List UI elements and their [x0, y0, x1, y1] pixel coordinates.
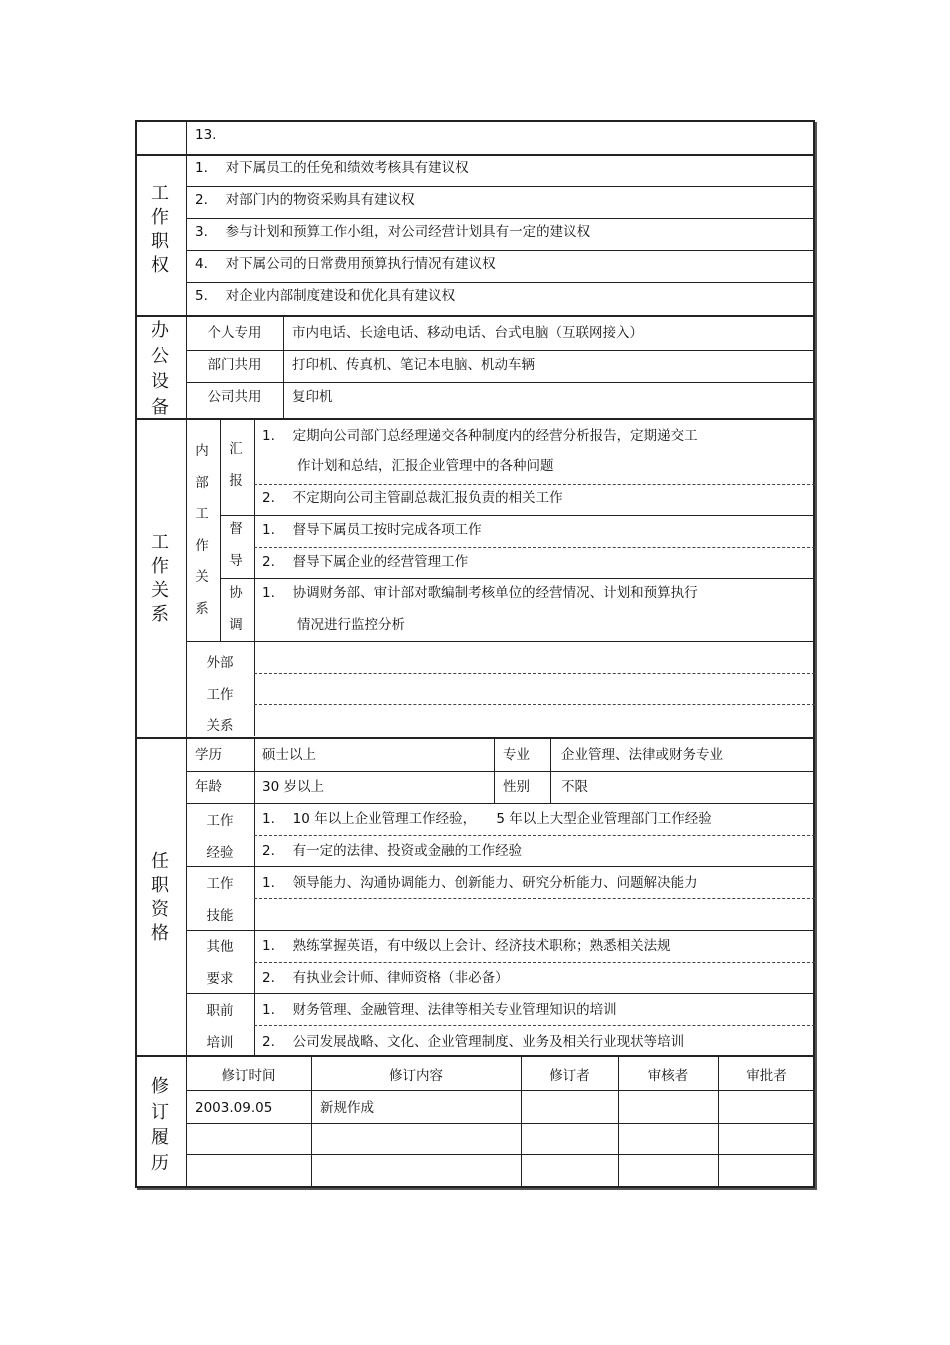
- skills-item-1: 1. 领导能力、沟通协调能力、创新能力、研究分析能力、问题解决能力: [262, 875, 698, 891]
- other-item-1: 1. 熟练掌握英语，有中级以上会计、经济技术职称；熟悉相关法规: [262, 938, 671, 954]
- row-divider: [186, 282, 815, 283]
- row-divider: [186, 186, 815, 187]
- row-divider: [186, 350, 815, 351]
- row-divider: [186, 930, 815, 931]
- gender-value: 不限: [561, 779, 588, 795]
- coordinate-item-1b: 情况进行监控分析: [297, 617, 405, 633]
- row-divider: [186, 250, 815, 251]
- authority-item-5: 5. 对企业内部制度建设和优化具有建议权: [195, 288, 456, 304]
- row-divider: [254, 962, 815, 963]
- experience-item-1: 1. 10 年以上企业管理工作经验， 5 年以上大型企业管理部门工作经验: [262, 811, 712, 827]
- divider: [283, 315, 284, 418]
- report-item-2: 2. 不定期向公司主管副总裁汇报负责的相关工作: [262, 490, 563, 506]
- row-divider: [254, 898, 815, 899]
- authority-item-3: 3. 参与计划和预算工作小组，对公司经营计划具有一定的建议权: [195, 224, 591, 240]
- external-relations-label: 外部 工作 关系: [206, 655, 234, 734]
- equipment-type-company: 公司共用: [207, 389, 262, 405]
- divider: [254, 418, 255, 736]
- experience-item-2: 2. 有一定的法律、投资或金融的工作经验: [262, 843, 523, 859]
- supervise-item-1: 1. 督导下属员工按时完成各项工作: [262, 522, 482, 538]
- row-divider: [220, 515, 815, 516]
- revision-date: 2003.09.05: [195, 1100, 273, 1116]
- equipment-value-department: 打印机、传真机、笔记本电脑、机动车辆: [292, 357, 535, 373]
- divider: [494, 737, 495, 803]
- revision-header-date: 修订时间: [221, 1068, 276, 1084]
- row-divider: [186, 771, 815, 772]
- report-label: 汇 报: [229, 441, 243, 489]
- row-divider: [254, 673, 815, 674]
- qualification-label: 任 职 资 格: [151, 851, 169, 944]
- education-value: 硕士以上: [262, 747, 316, 763]
- experience-label: 工作 经验: [206, 813, 234, 861]
- row-divider: [254, 484, 815, 485]
- supervise-item-2: 2. 督导下属企业的经营管理工作: [262, 554, 469, 570]
- section-divider: [135, 418, 815, 420]
- education-label: 学历: [195, 747, 222, 763]
- other-requirements-label: 其他 要求: [206, 939, 234, 987]
- pre-job-training-label: 职前 培训: [206, 1003, 234, 1051]
- equipment-type-department: 部门共用: [207, 357, 262, 373]
- row-divider: [186, 218, 815, 219]
- other-item-2: 2. 有执业会计师、律师资格（非必备）: [262, 970, 509, 986]
- revision-header-content: 修订内容: [389, 1068, 443, 1084]
- training-item-1: 1. 财务管理、金融管理、法律等相关专业管理知识的培训: [262, 1002, 617, 1018]
- equipment-label: 办 公 设 备: [151, 320, 169, 418]
- report-item-1a: 1. 定期向公司部门总经理递交各种制度内的经营分析报告，定期递交工: [262, 428, 698, 444]
- row-divider: [186, 993, 815, 994]
- row-divider: [186, 382, 815, 383]
- training-item-2: 2. 公司发展战略、文化、企业管理制度、业务及相关行业现状等培训: [262, 1034, 685, 1050]
- internal-relations-label: 内 部 工 作 关 系: [195, 443, 209, 617]
- revision-header-reviewer: 审核者: [647, 1068, 689, 1084]
- divider: [550, 737, 551, 803]
- major-value: 企业管理、法律或财务专业: [561, 747, 723, 763]
- divider: [220, 418, 221, 641]
- coordinate-label: 协 调: [229, 585, 243, 633]
- coordinate-item-1a: 1. 协调财务部、审计部对歌编制考核单位的经营情况、计划和预算执行: [262, 585, 698, 601]
- divider: [254, 737, 255, 1055]
- section-divider: [135, 737, 815, 739]
- row-divider: [186, 1154, 815, 1155]
- row-divider: [186, 1090, 815, 1091]
- report-item-1b: 作计划和总结，汇报企业管理中的各种问题: [297, 458, 554, 474]
- row-divider: [254, 704, 815, 705]
- age-value: 30 岁以上: [262, 779, 324, 795]
- supervise-label: 督 导: [229, 521, 243, 569]
- skills-label: 工作 技能: [206, 876, 234, 924]
- section-divider: [135, 315, 815, 317]
- row-divider: [186, 803, 815, 804]
- authority-item-2: 2. 对部门内的物资采购具有建议权: [195, 192, 415, 208]
- equipment-value-company: 复印机: [292, 389, 333, 405]
- age-label: 年龄: [195, 779, 222, 795]
- row-divider: [254, 835, 815, 836]
- section-divider: [135, 1055, 815, 1057]
- authority-label: 工 作 职 权: [151, 183, 169, 276]
- authority-item-4: 4. 对下属公司的日常费用预算执行情况有建议权: [195, 256, 496, 272]
- revision-header-reviser: 修订者: [549, 1068, 590, 1084]
- row-divider: [186, 641, 815, 642]
- gender-label: 性别: [503, 779, 530, 795]
- equipment-value-personal: 市内电话、长途电话、移动电话、台式电脑（互联网接入）: [292, 325, 643, 341]
- revision-label: 修 订 履 历: [151, 1076, 169, 1174]
- revision-header-approver: 审批者: [746, 1068, 787, 1084]
- section-divider: [135, 154, 815, 156]
- authority-item-1: 1. 对下属员工的任免和绩效考核具有建议权: [195, 160, 469, 176]
- row-divider: [186, 866, 815, 867]
- row-divider: [254, 1025, 815, 1026]
- major-label: 专业: [503, 747, 530, 763]
- row-divider: [186, 1123, 815, 1124]
- relations-label: 工 作 关 系: [151, 532, 169, 625]
- row-divider: [254, 547, 815, 548]
- row-divider: [220, 578, 815, 579]
- equipment-type-personal: 个人专用: [207, 325, 262, 341]
- revision-content: 新规作成: [320, 1100, 374, 1116]
- row-13-text: 13.: [195, 127, 217, 143]
